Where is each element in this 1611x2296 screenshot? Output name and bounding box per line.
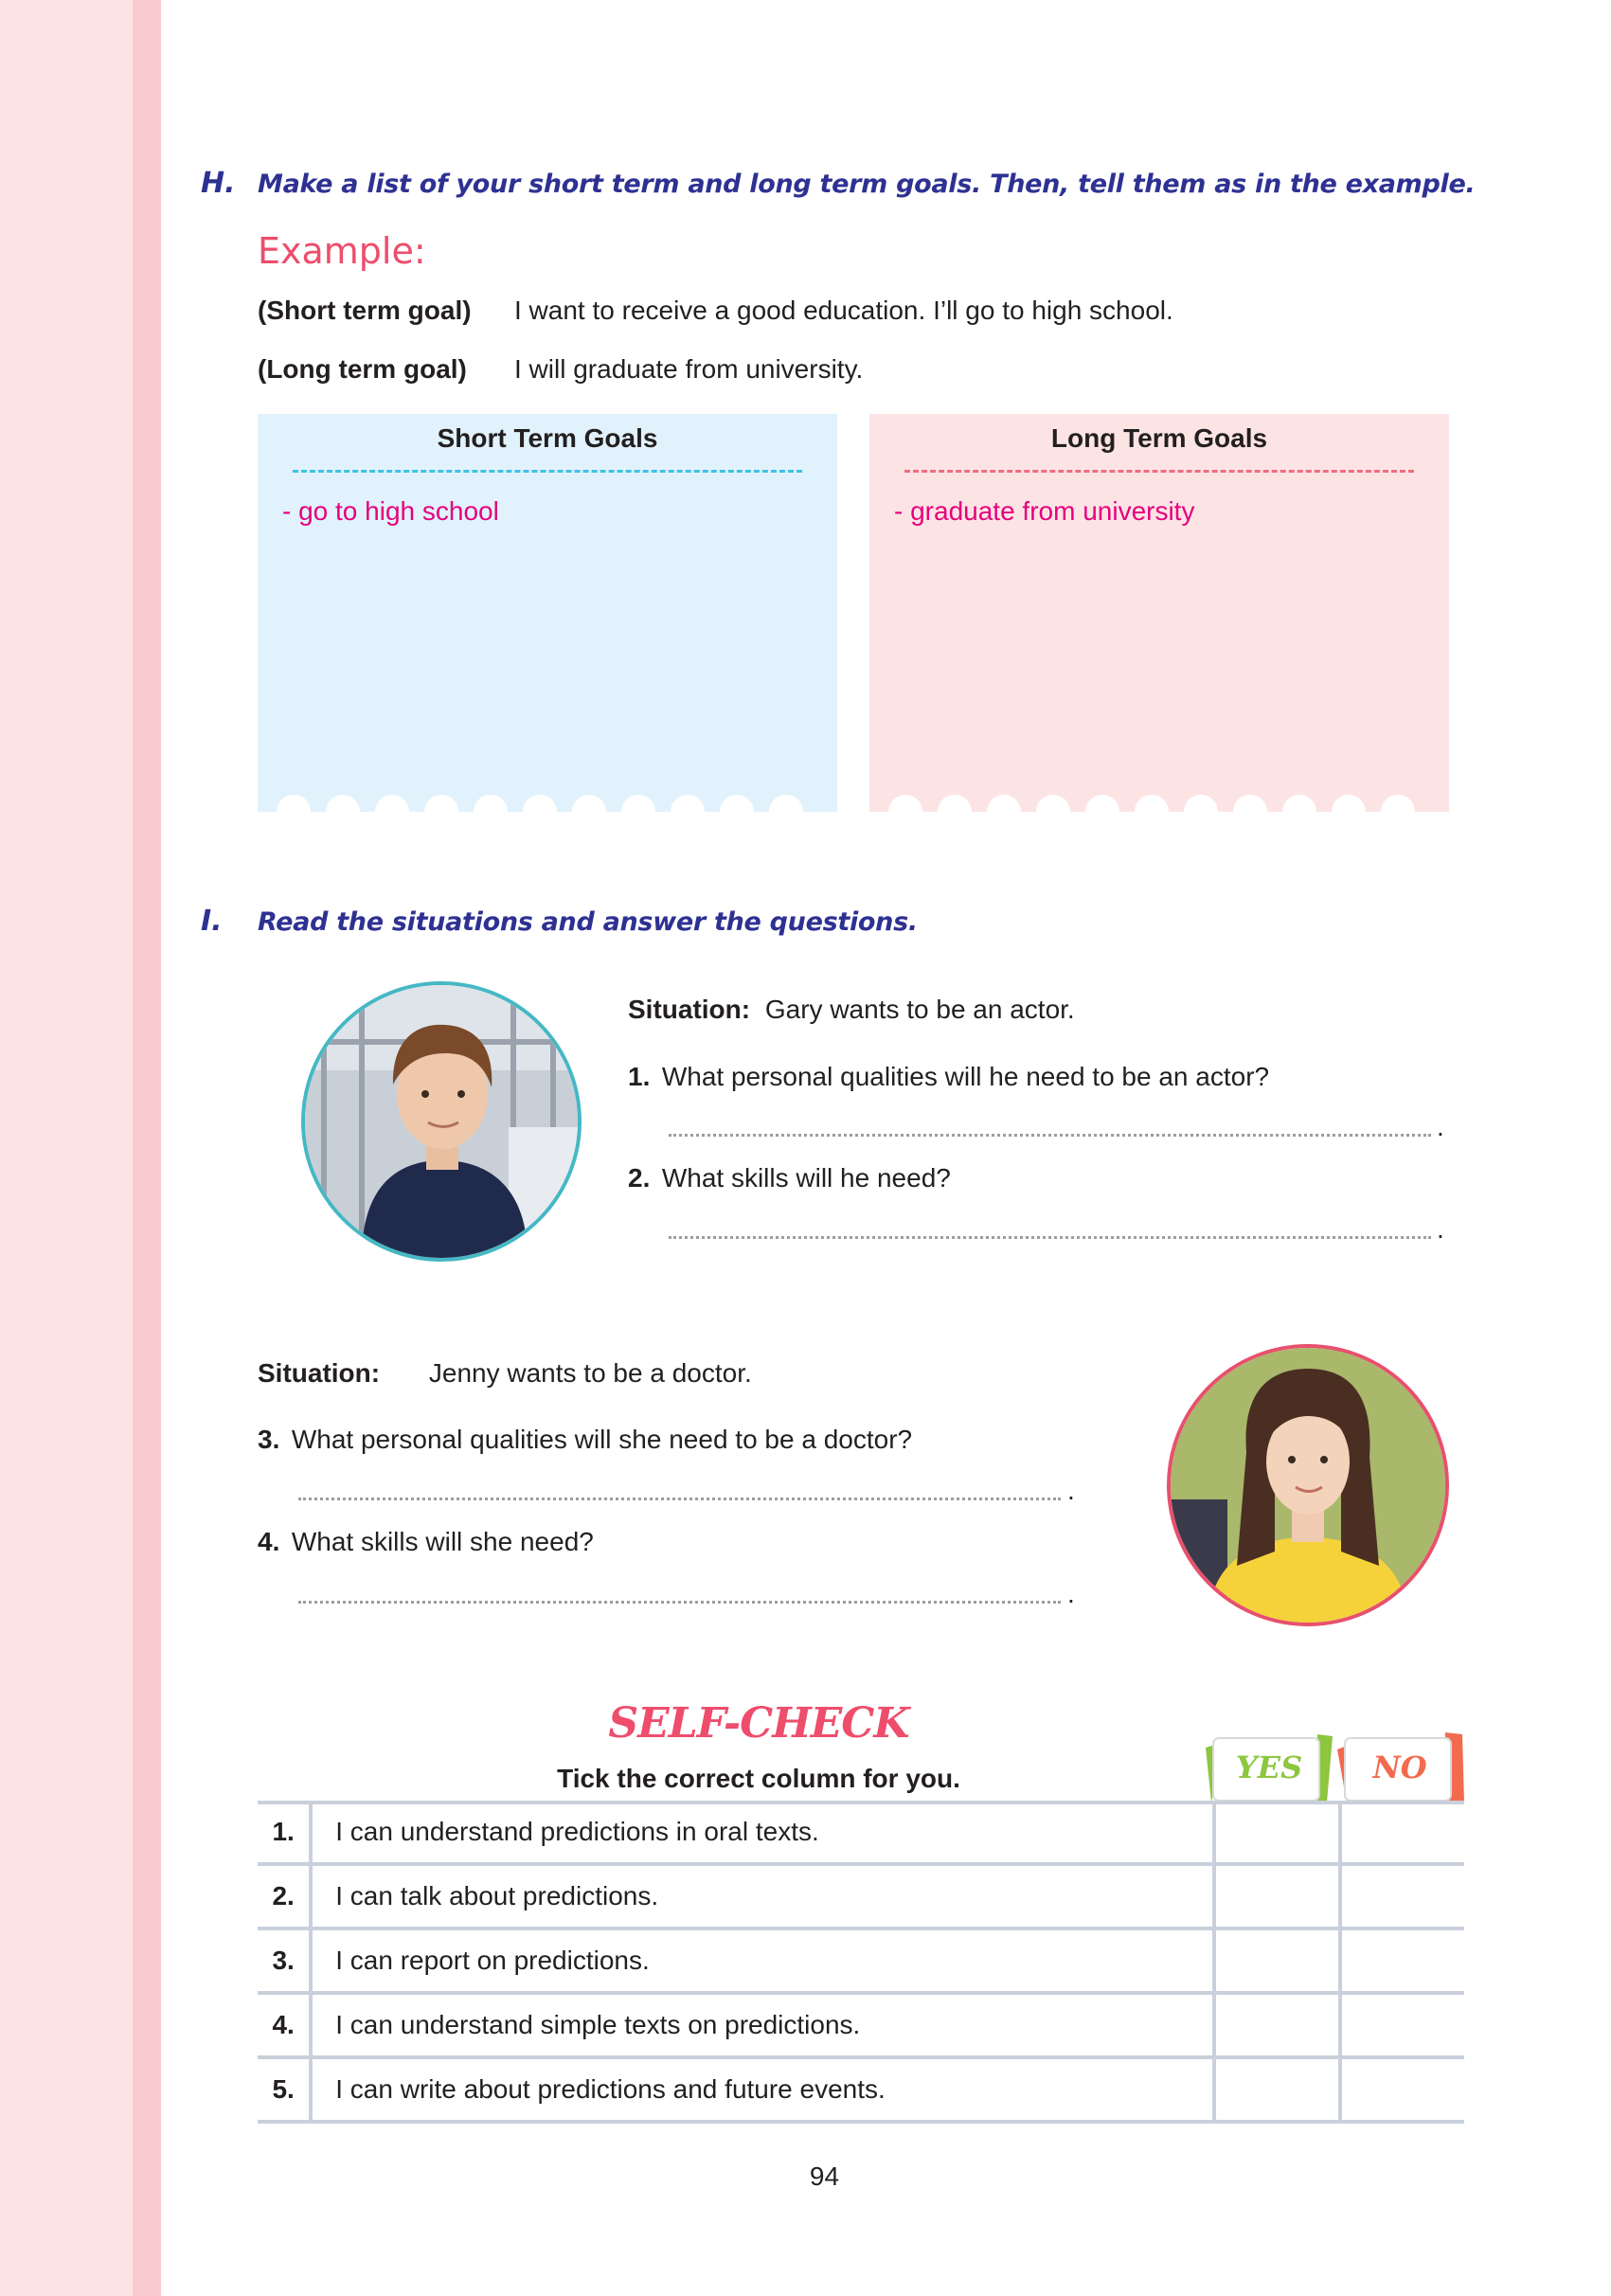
answer-line-1[interactable] — [669, 1134, 1431, 1137]
situation-2-label: Situation: — [258, 1358, 381, 1388]
row-number: 2. — [258, 1864, 311, 1928]
scallop-edge — [258, 789, 837, 812]
answer-line-3[interactable] — [298, 1498, 1061, 1500]
page-margin-stripe — [133, 0, 161, 2296]
yes-checkbox-cell[interactable] — [1214, 1993, 1340, 2057]
yes-checkbox-cell[interactable] — [1214, 1802, 1340, 1864]
yes-checkbox-cell[interactable] — [1214, 2057, 1340, 2122]
section-i-letter: I. — [201, 905, 223, 938]
self-check-title: SELF-CHECK — [608, 1699, 909, 1748]
section-h-letter: H. — [201, 167, 236, 200]
page-margin — [0, 0, 133, 2296]
table-row — [258, 1864, 1464, 1928]
question-1-text: What personal qualities will he need to be an actor? — [661, 1062, 1270, 1091]
example-short-key: (Short term goal) — [258, 296, 472, 325]
scallop-edge — [869, 789, 1449, 812]
answer-line-2-period: . — [1437, 1214, 1444, 1244]
situation-2-text: Jenny wants to be a doctor. — [428, 1358, 752, 1388]
table-row — [258, 1993, 1464, 2057]
long-term-goals-box[interactable] — [869, 414, 1449, 812]
yes-checkbox-cell[interactable] — [1214, 1864, 1340, 1928]
no-checkbox-cell[interactable] — [1340, 1928, 1464, 1993]
question-4-text: What skills will she need? — [291, 1527, 594, 1556]
table-row — [258, 1928, 1464, 1993]
question-1-number: 1. — [628, 1062, 651, 1091]
example-long-value: I will graduate from university. — [514, 354, 864, 384]
self-check-table — [258, 1802, 1464, 2124]
short-term-goal-item: - go to high school — [282, 496, 499, 526]
situation-1-label: Situation: — [628, 995, 751, 1024]
row-statement: I can talk about predictions. — [311, 1864, 1214, 1928]
boy-photo — [301, 981, 582, 1262]
row-number: 5. — [258, 2057, 311, 2122]
no-checkbox-cell[interactable] — [1340, 2057, 1464, 2122]
row-statement: I can write about predictions and future events. — [311, 2057, 1214, 2122]
question-2 — [628, 1163, 951, 1193]
answer-line-1-period: . — [1437, 1112, 1444, 1141]
answer-line-2[interactable] — [669, 1236, 1431, 1239]
question-4 — [258, 1527, 594, 1557]
answer-line-4-period: . — [1067, 1579, 1075, 1608]
situation-2 — [258, 1358, 752, 1389]
row-statement: I can report on predictions. — [311, 1928, 1214, 1993]
question-2-text: What skills will he need? — [661, 1163, 951, 1193]
question-3-number: 3. — [258, 1425, 280, 1454]
long-term-goals-heading: Long Term Goals — [1050, 423, 1268, 453]
situation-1-text: Gary wants to be an actor. — [764, 995, 1075, 1024]
girl-photo — [1167, 1344, 1449, 1626]
question-3 — [258, 1425, 912, 1455]
section-i-instruction: Read the situations and answer the questions. — [258, 907, 918, 937]
no-checkbox-cell[interactable] — [1340, 1864, 1464, 1928]
short-term-goals-box[interactable] — [258, 414, 837, 812]
girl-illustration — [1171, 1348, 1445, 1623]
no-column-tab — [1335, 1729, 1464, 1803]
long-term-goal-item: - graduate from university — [894, 496, 1195, 526]
no-checkbox-cell[interactable] — [1340, 1802, 1464, 1864]
yes-checkbox-cell[interactable] — [1214, 1928, 1340, 1993]
self-check-subtitle: Tick the correct column for you. — [557, 1764, 960, 1793]
row-number: 4. — [258, 1993, 311, 2057]
row-statement: I can understand predictions in oral texts. — [311, 1802, 1214, 1864]
short-term-goals-heading: Short Term Goals — [437, 423, 658, 453]
example-long-key: (Long term goal) — [258, 354, 467, 384]
no-label: NO — [1372, 1749, 1427, 1785]
example-label: Example: — [258, 230, 426, 272]
table-row — [258, 2057, 1464, 2122]
yes-column-tab — [1206, 1729, 1333, 1803]
row-statement: I can understand simple texts on predictions. — [311, 1993, 1214, 2057]
row-number: 1. — [258, 1802, 311, 1864]
example-short-value: I want to receive a good education. I’ll go to high school. — [514, 296, 1173, 325]
situation-1 — [628, 995, 1075, 1025]
yes-label: YES — [1235, 1749, 1303, 1785]
section-h-instruction: Make a list of your short term and long term goals. Then, tell them as in the example. — [258, 170, 1476, 199]
answer-line-4[interactable] — [298, 1601, 1061, 1604]
table-row — [258, 1802, 1464, 1864]
question-2-number: 2. — [628, 1163, 651, 1193]
no-checkbox-cell[interactable] — [1340, 1993, 1464, 2057]
question-1 — [628, 1062, 1269, 1092]
question-3-text: What personal qualities will she need to be a doctor? — [291, 1425, 913, 1454]
dashed-divider — [904, 470, 1414, 473]
answer-line-3-period: . — [1067, 1476, 1075, 1505]
row-number: 3. — [258, 1928, 311, 1993]
boy-illustration — [305, 985, 578, 1258]
question-4-number: 4. — [258, 1527, 280, 1556]
dashed-divider — [293, 470, 802, 473]
page-number: 94 — [809, 2161, 840, 2191]
